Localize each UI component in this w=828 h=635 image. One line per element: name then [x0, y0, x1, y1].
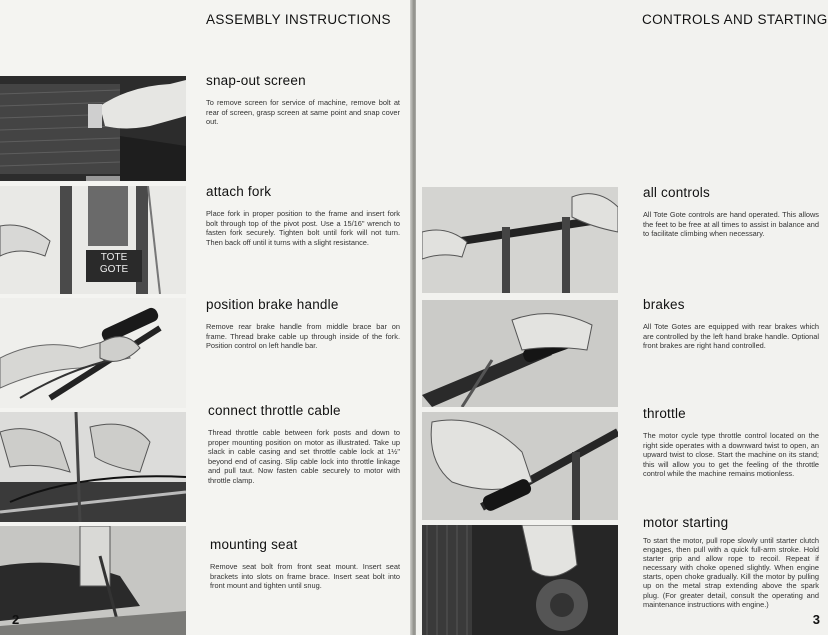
section-title: snap-out screen	[206, 73, 306, 88]
section-snap-out-screen	[206, 73, 400, 127]
section-title: mounting seat	[210, 537, 298, 552]
section-body: All Tote Gotes are equipped with rear brakes which are controlled by the left hand brake handle. Optional front brakes are right hand controlled.	[643, 322, 819, 351]
photo-snap-out-screen	[0, 76, 186, 181]
section-title: motor starting	[643, 515, 729, 530]
photo-brake-handle	[0, 298, 186, 408]
section-body: Thread throttle cable between fork posts and down to proper mounting position on motor as illustrated. Take up slack in cable casing and set throttle cable lock at 1½" beyond end of casing. Slip cable lock into throttle linkage and pull taut. Now fasten cable securely to motor with throttle clamp.	[208, 428, 400, 485]
photo-throttle-cable	[0, 412, 186, 522]
section-body: Remove rear brake handle from middle brace bar on frame. Thread brake cable up through inside of the fork. Position control on left handle bar.	[206, 322, 400, 351]
photo-throttle	[422, 412, 618, 520]
photo-attach-fork	[0, 186, 186, 294]
photo-mounting-seat	[0, 526, 186, 635]
section-brakes	[643, 297, 819, 351]
right-page-header: CONTROLS AND STARTING	[642, 12, 828, 27]
section-title: brakes	[643, 297, 685, 312]
left-page	[0, 0, 412, 635]
section-body: To remove screen for service of machine, remove bolt at rear of screen, grasp screen at same point and snap cover out.	[206, 98, 400, 127]
section-throttle	[643, 406, 819, 479]
section-title: throttle	[643, 406, 686, 421]
page-number: 3	[812, 612, 820, 627]
right-page	[416, 0, 828, 635]
page-number: 2	[12, 612, 20, 627]
left-page-header: ASSEMBLY INSTRUCTIONS	[206, 12, 391, 27]
section-title: attach fork	[206, 184, 272, 199]
section-body: To start the motor, pull rope slowly until starter clutch engages, then pull with a quick full-arm stroke. Hold starter grip and allow rope to recoil. Repeat if necessary with choke opened slightly. When engine starts, open choke gradually. Kill the motor by pulling up on the metal strap extending above the spark plug. (For greater detail, consult the operating and maintenance instructions with engine.)	[643, 536, 819, 609]
section-body: Place fork in proper position to the frame and insert fork bolt through top of the pivot post. Use a 15/16" wrench to fasten fork securely. Tighten bolt until fork will not turn. Then back off until it turns with a slight resistance.	[206, 209, 400, 247]
section-title: connect throttle cable	[208, 403, 341, 418]
section-connect-throttle-cable	[208, 403, 400, 486]
section-title: position brake handle	[206, 297, 339, 312]
photo-motor-starting	[422, 525, 618, 635]
section-body: All Tote Gote controls are hand operated. This allows the feet to be free at all times to assist in balance and to facilitate climbing when necessary.	[643, 210, 819, 239]
section-position-brake-handle	[206, 297, 400, 351]
section-all-controls	[643, 185, 819, 239]
section-attach-fork	[206, 184, 400, 247]
section-body: Remove seat bolt from front seat mount. Insert seat brackets into slots on frame brace. Insert seat bolt into front mount and tighten until snug.	[210, 562, 400, 591]
tote-gote-label: TOTE GOTE	[99, 252, 129, 275]
section-title: all controls	[643, 185, 710, 200]
photo-all-controls	[422, 187, 618, 293]
section-mounting-seat	[210, 537, 400, 591]
section-motor-starting	[643, 515, 819, 609]
section-body: The motor cycle type throttle control located on the right side operates with a downward twist to open, an upward twist to close. Start the machine on its stand; this will allow you to get the feeling of the throttle control while the machine remains motionless.	[643, 431, 819, 479]
photo-brakes	[422, 300, 618, 407]
